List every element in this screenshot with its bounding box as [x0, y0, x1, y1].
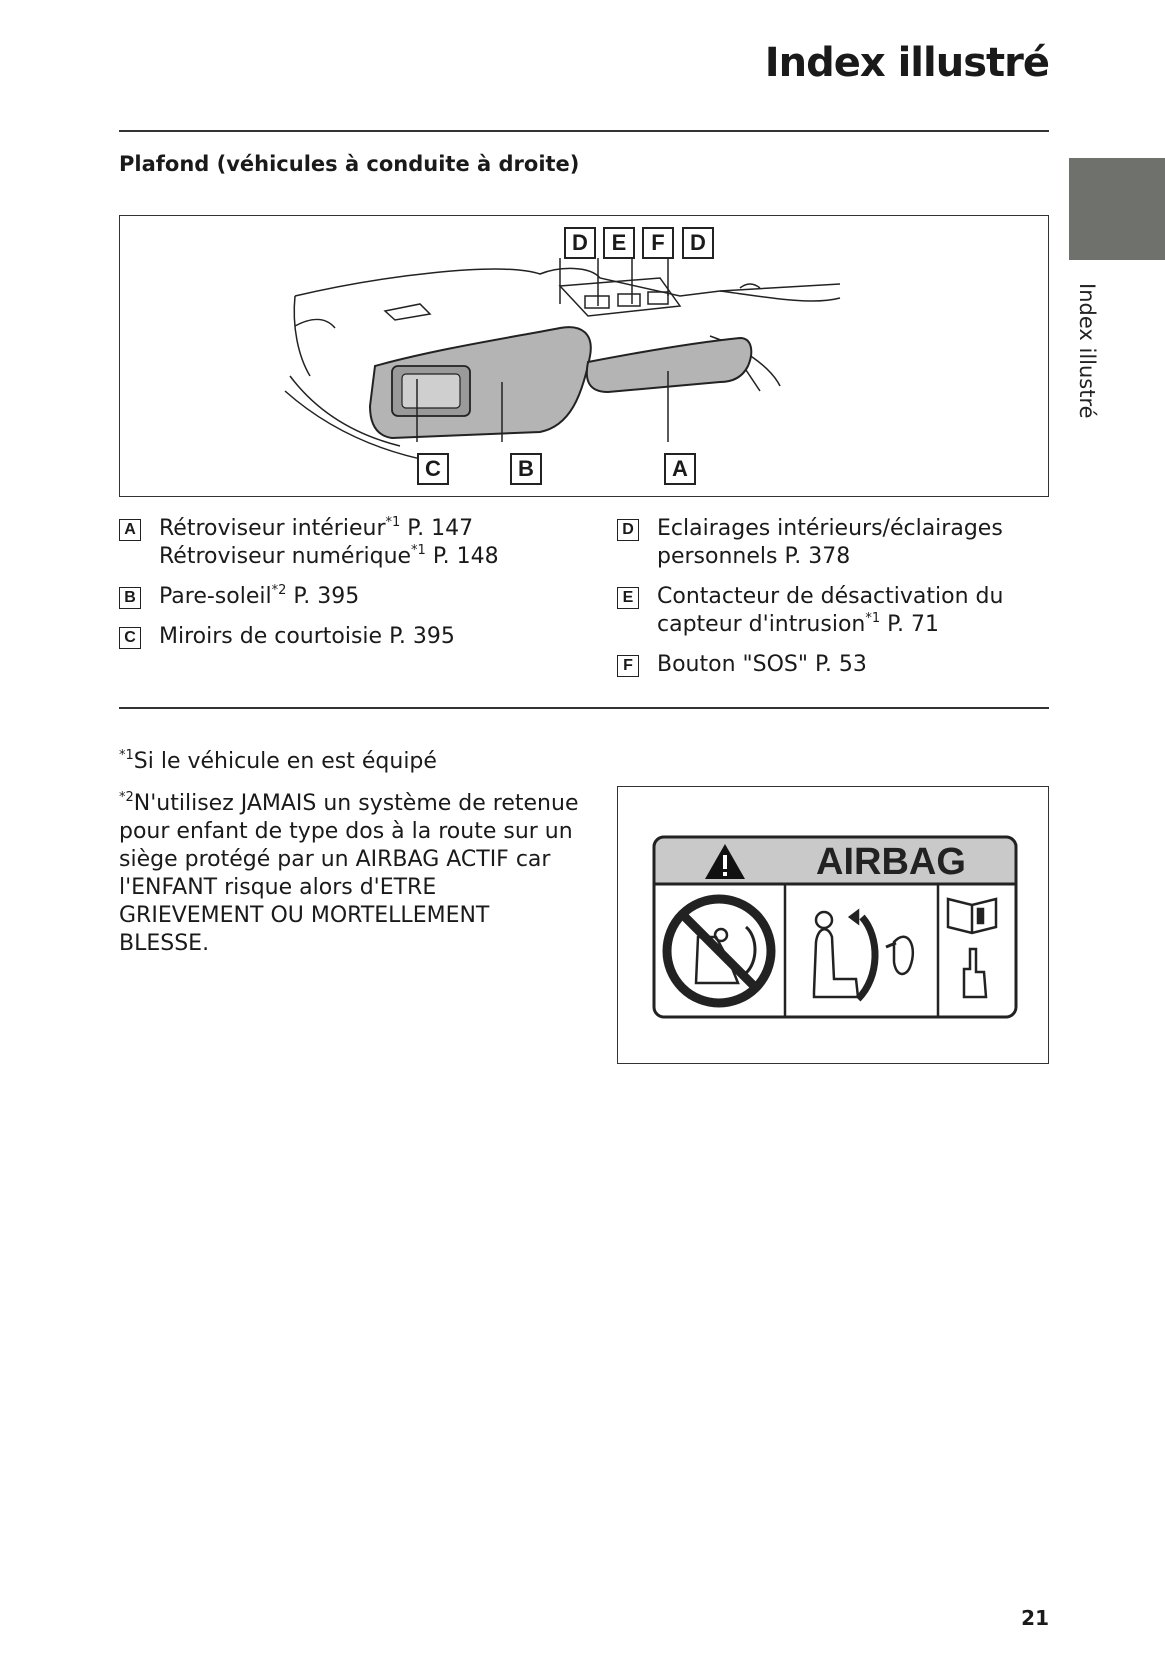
legend-key: D [617, 519, 639, 541]
legend-line [159, 515, 589, 543]
footnote-text: N'utilisez JAMAIS un système de retenue pour enfant de type dos à la route sur un siège protégé par un AIRBAG ACTIF car l'ENFANT risque alors d'ETRE GRIEVEMENT OU MORTELLEMENT BLESSE. [119, 791, 579, 956]
page-ref: P. 71 [880, 612, 939, 637]
legend-key: B [119, 587, 141, 609]
legend-line: personnels P. 378 [657, 544, 851, 569]
legend-text: Miroirs de courtoisie P. 395 [159, 624, 455, 649]
airbag-warning-label [617, 786, 1049, 1064]
legend-item-d [617, 515, 1057, 571]
callout-d-left: D [564, 227, 596, 259]
page-number: 21 [1021, 1606, 1049, 1630]
legend-text: Rétroviseur intérieur [159, 516, 386, 541]
footnote-mark: *2 [271, 583, 287, 598]
footnotes [119, 748, 579, 972]
legend-key: A [119, 519, 141, 541]
footnote-mark: *1 [385, 515, 401, 530]
legend-key: E [617, 587, 639, 609]
callout-f: F [642, 227, 674, 259]
page-ref: P. 395 [286, 584, 360, 609]
legend-line: Bouton "SOS" P. 53 [657, 652, 867, 677]
legend-line [159, 623, 589, 651]
legend-text: Rétroviseur numérique [159, 544, 412, 569]
ceiling-illustration [119, 215, 1049, 497]
header-divider [119, 130, 1049, 132]
footnote-mark: *1 [119, 748, 134, 763]
chapter-tab [1069, 158, 1165, 260]
legend-line: Eclairages intérieurs/éclairages [657, 516, 1003, 541]
legend-item-e [617, 583, 1057, 639]
legend-item-b [119, 583, 589, 611]
legend-item-f [617, 651, 1057, 679]
footnote-1 [119, 748, 579, 776]
chapter-tab-label: Index illustré [1075, 283, 1099, 419]
callout-a: A [664, 453, 696, 485]
legend-text: Pare-soleil [159, 584, 272, 609]
legend-line [159, 583, 589, 611]
legend-line: Contacteur de désactivation du [657, 584, 1004, 609]
footnote-text: Si le véhicule en est équipé [133, 749, 437, 774]
legend-text: capteur d'intrusion [657, 612, 866, 637]
section-divider [119, 707, 1049, 709]
legend-line [657, 611, 1057, 639]
airbag-label-graphic [618, 787, 1048, 1063]
legend-line [159, 543, 589, 571]
footnote-2 [119, 790, 579, 958]
callout-d-right: D [682, 227, 714, 259]
legend-right [617, 515, 1057, 691]
page-title: Index illustré [764, 40, 1049, 86]
section-title: Plafond (véhicules à conduite à droite) [119, 152, 580, 176]
legend-left [119, 515, 589, 663]
airbag-label-title: AIRBAG [816, 841, 966, 883]
footnote-mark: *2 [119, 790, 134, 805]
legend-item-a [119, 515, 589, 571]
callout-c: C [417, 453, 449, 485]
callout-e: E [603, 227, 635, 259]
footnote-mark: *1 [865, 611, 881, 626]
page-ref: P. 147 [400, 516, 474, 541]
callout-b: B [510, 453, 542, 485]
page-ref: P. 148 [425, 544, 499, 569]
legend-key: C [119, 627, 141, 649]
legend-item-c [119, 623, 589, 651]
footnote-mark: *1 [411, 543, 426, 558]
legend-key: F [617, 655, 639, 677]
